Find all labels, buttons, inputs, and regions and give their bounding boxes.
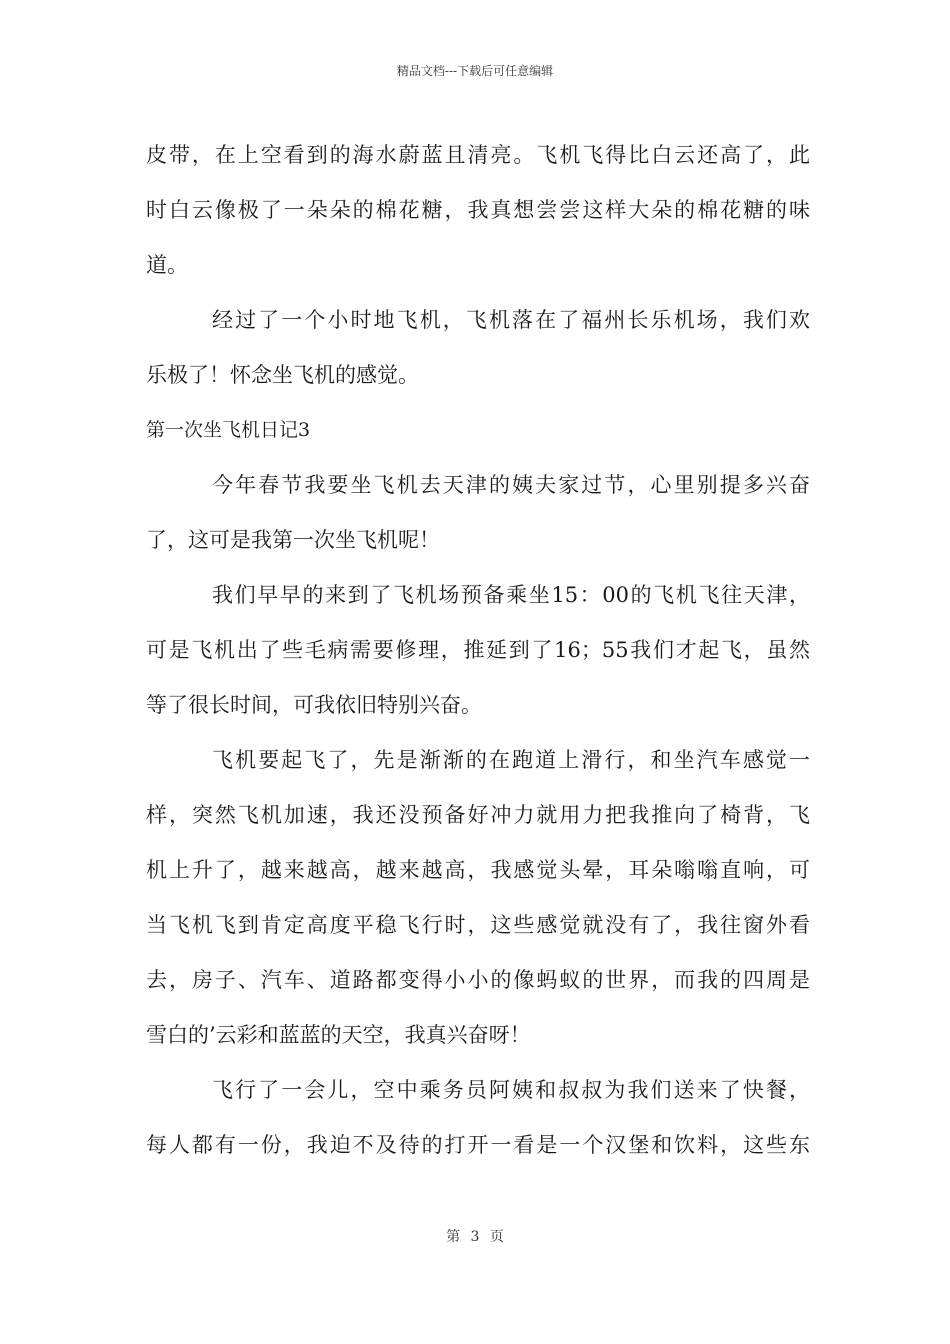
text-line: 飞行了一会儿，空中乘务员阿姨和叔叔为我们送来了快餐，	[212, 1078, 810, 1102]
text-line: 道。	[146, 253, 188, 277]
text-line: 时白云像极了一朵朵的棉花糖，我真想尝尝这样大朵的棉花糖的味	[146, 198, 810, 222]
text-line: 今年春节我要坐飞机去天津的姨夫家过节，心里别提多兴奋	[212, 473, 810, 497]
text-line: 每人都有一份，我迫不及待的打开一看是一个汉堡和饮料，这些东	[146, 1133, 810, 1157]
text-line: 雪白的’云彩和蓝蓝的天空，我真兴奋呀！	[146, 1023, 531, 1047]
page-number-prefix: 第	[446, 1229, 461, 1245]
section-heading: 第一次坐飞机日记3	[146, 419, 311, 441]
text-line: 了，这可是我第一次坐飞机呢！	[146, 528, 440, 552]
text-line: 飞机要起飞了，先是渐渐的在跑道上滑行，和坐汽车感觉一	[212, 748, 810, 772]
text-line: 当飞机飞到肯定高度平稳飞行时，这些感觉就没有了，我往窗外看	[146, 913, 810, 937]
body-text	[146, 128, 810, 1173]
text-line: 皮带，在上空看到的海水蔚蓝且清亮。飞机飞得比白云还高了，此	[146, 143, 810, 167]
text-line: 样，突然飞机加速，我还没预备好冲力就用力把我推向了椅背，飞	[146, 803, 810, 827]
page-number: 3	[470, 1229, 480, 1245]
text-line: 可是飞机出了些毛病需要修理，推延到了16；55我们才起飞，虽然	[146, 638, 810, 662]
text-line: 我们早早的来到了飞机场预备乘坐15：00的飞机飞往天津，	[212, 583, 810, 607]
text-line: 乐极了！怀念坐飞机的感觉。	[146, 363, 419, 387]
page-footer	[0, 1228, 950, 1246]
text-line: 机上升了，越来越高，越来越高，我感觉头晕，耳朵嗡嗡直响，可	[146, 858, 810, 882]
page-number-suffix: 页	[489, 1229, 504, 1245]
text-line: 经过了一个小时地飞机，飞机落在了福州长乐机场，我们欢	[212, 308, 810, 332]
text-line: 去，房子、汽车、道路都变得小小的像蚂蚁的世界，而我的四周是	[146, 968, 810, 992]
text-line: 等了很长时间，可我依旧特别兴奋。	[146, 693, 482, 717]
page-header: 精品文档---下载后可任意编辑	[396, 64, 554, 78]
